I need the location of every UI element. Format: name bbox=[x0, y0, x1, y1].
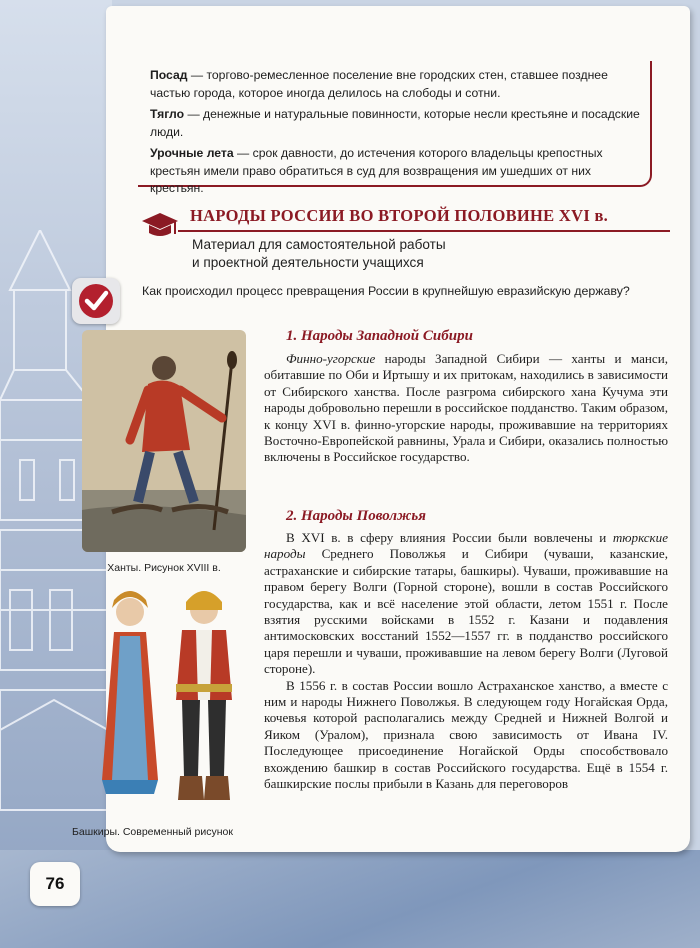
page-number: 76 bbox=[30, 862, 80, 906]
paragraph-text: В 1556 г. в состав России вошло Астраханское ханство, а вместе с ним и народы Нижнего Поволжья. В следующем году Ногайская Орда, кочевья которой располагались между Средней и Нижней Волгой и Яиком (Уралом), признала свою зависимость от Ивана IV. Последующее присоединение Ногайской Орды способствовало вхождению башкир в состав Российского государства. Ещё в 1554 г. башкирские послы прибыли в Казань для переговоров bbox=[264, 677, 668, 792]
definitions-box bbox=[138, 61, 652, 195]
checkmark-icon bbox=[72, 278, 120, 324]
section-title-rule bbox=[178, 230, 670, 232]
paragraph-text: Финно-угорские народы Западной Сибири — ханты и манси, обитавшие по Оби и Иртышу и их притокам, находились в зависимости от Сибирского ханства. После разгрома сибирского хана Кучума эти народы добровольно перешли в российское подданство. Таким образом, к концу XVI в. финно-угорские народы, проживавшие на территориях Восточно-Европейской равнины, Урала и Сибири, оказались полностью включены в Российское государство. bbox=[264, 351, 668, 465]
background-bottom bbox=[0, 850, 700, 948]
khanty-illustration bbox=[82, 330, 246, 552]
graduation-cap-icon bbox=[140, 210, 180, 240]
section-title: НАРОДЫ РОССИИ ВО ВТОРОЙ ПОЛОВИНЕ XVI в. bbox=[190, 206, 609, 225]
definition-tyaglo: Тягло — денежные и натуральные повинности, которые несли крестьяне и посадские люди. bbox=[150, 107, 640, 139]
definition-posad: Посад — торгово-ремесленное поселение вне городских стен, ставшее позднее частью города, которое иногда делилось на слободы и сотни. bbox=[150, 68, 608, 100]
paragraph-text: В XVI в. в сферу влияния России были вовлечены и тюркские народы Среднего Поволжья и Сибири (чуваши, казанские, астраханские и сибирские татары, башкиры). Чуваши, проживавшие на правом берегу Волги (Горной стороне), вошли в состав Российского государства, как и всё население этой области, летом 1551 г. После взятия русскими войсками в 1552 г. Казани и подавления антимосковских восстаний 1552—1557 гг. в подданство российского царя перешли и чуваши, проживавшие на левом берегу Волги (Луговой стороне). bbox=[264, 530, 668, 677]
paragraph-heading-western-siberia: 1. Народы Западной Сибири bbox=[286, 328, 473, 344]
figure-caption-bashkirs: Башкиры. Современный рисунок bbox=[72, 826, 233, 838]
bashkirs-illustration bbox=[92, 580, 252, 820]
paragraph-volga bbox=[264, 530, 668, 793]
paragraph-heading-volga: 2. Народы Поволжья bbox=[286, 508, 426, 524]
paragraph-western-siberia bbox=[264, 351, 668, 466]
section-question: Как происходил процесс превращения России в крупнейшую евразийскую державу? bbox=[142, 284, 630, 298]
definition-urochnye-leta: Урочные лета — срок давности, до истечения которого владельцы крепостных крестьян имели право обратиться в суд для возвращения им ушедших от них крестьян. bbox=[150, 146, 603, 195]
question-badge bbox=[72, 278, 120, 324]
figure-caption-khanty: Ханты. Рисунок XVIII в. bbox=[107, 562, 221, 574]
section-subtitle: Материал для самостоятельной работы и проектной деятельности учащихся bbox=[192, 237, 446, 270]
